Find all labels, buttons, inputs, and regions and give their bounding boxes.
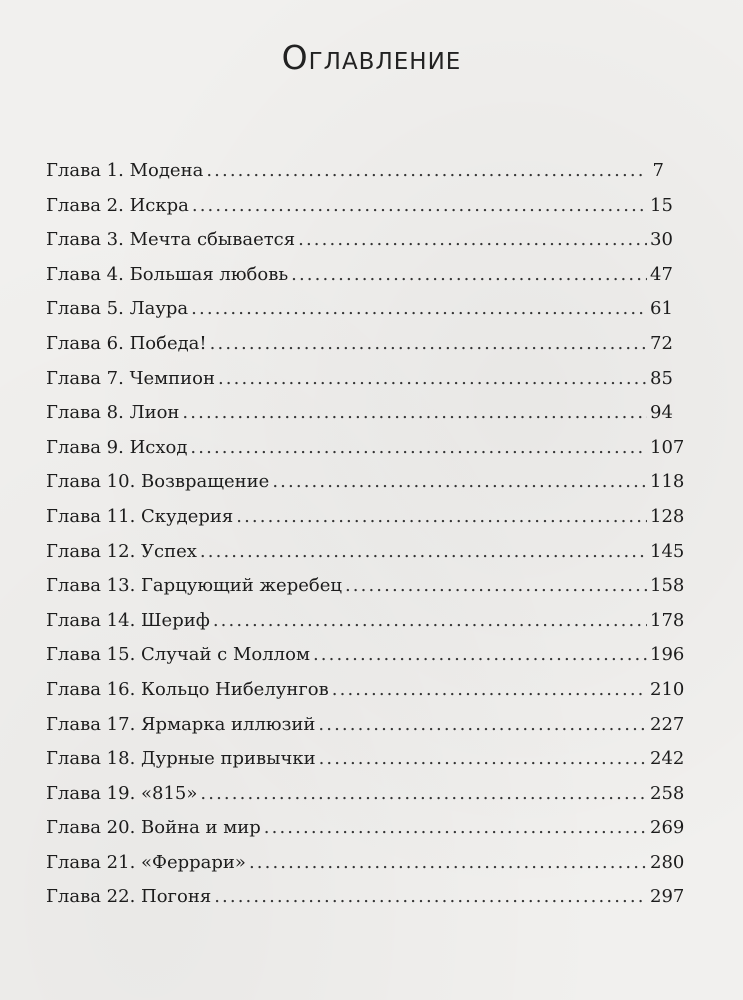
dot-leader: [298, 229, 647, 250]
chapter-title: Глава 5. Лаура: [46, 298, 189, 320]
toc-entry: [46, 575, 685, 610]
dot-leader: [190, 437, 647, 458]
page-number: 158: [650, 575, 685, 597]
chapter-title: Глава 11. Скудерия: [46, 505, 234, 527]
chapter-title: Глава 21. «Феррари»: [46, 851, 246, 873]
dot-leader: [319, 748, 647, 769]
dot-leader: [191, 298, 647, 319]
toc-entry: [46, 886, 685, 921]
chapter-title: Глава 3. Мечта сбывается: [46, 229, 296, 251]
dot-leader: [218, 368, 647, 389]
toc-entry: [46, 471, 685, 506]
chapter-title: Глава 14. Шериф: [46, 609, 210, 631]
chapter-title: Глава 12. Успех: [46, 540, 197, 562]
toc-entry: [46, 505, 685, 541]
dot-leader: [210, 333, 647, 354]
page-number: 178: [650, 609, 685, 631]
page-number: 94: [650, 402, 673, 424]
toc-entry: [46, 194, 673, 230]
chapter-title: Глава 10. Возвращение: [46, 471, 270, 493]
chapter-title: Глава 18. Дурные привычки: [46, 748, 316, 770]
toc-entry: [46, 298, 673, 333]
page-number: 47: [650, 263, 673, 285]
dot-leader: [313, 644, 647, 665]
page-number: 72: [650, 332, 673, 354]
chapter-title: Глава 22. Погоня: [46, 886, 212, 908]
dot-leader: [264, 817, 647, 838]
dot-leader: [200, 783, 647, 804]
page-number: 118: [650, 471, 685, 493]
toc-entry: [46, 263, 673, 299]
chapter-title: Глава 2. Искра: [46, 194, 189, 216]
page-title: Оглавление: [281, 38, 462, 77]
chapter-title: Глава 19. «815»: [46, 782, 198, 804]
chapter-title: Глава 15. Случай с Моллом: [46, 644, 310, 666]
toc-entry: [46, 644, 685, 679]
toc-entry: [46, 402, 673, 437]
toc-entry: [46, 817, 685, 852]
page-number: 15: [650, 194, 673, 216]
page-number: 30: [650, 229, 673, 251]
chapter-title: Глава 16. Кольцо Нибелунгов: [46, 678, 329, 700]
page-number: 107: [650, 436, 685, 458]
dot-leader: [182, 402, 647, 423]
chapter-title: Глава 17. Ярмарка иллюзий: [46, 713, 316, 735]
chapter-title: Глава 8. Лион: [46, 402, 180, 424]
page-number: 85: [650, 367, 673, 389]
dot-leader: [214, 886, 647, 907]
dot-leader: [318, 714, 647, 735]
dot-leader: [213, 610, 647, 631]
dot-leader: [206, 160, 647, 181]
table-of-contents: [46, 160, 685, 921]
page-number: 258: [650, 782, 685, 804]
dot-leader: [291, 264, 647, 285]
chapter-title: Глава 9. Исход: [46, 436, 188, 458]
page-number: 280: [650, 851, 685, 873]
toc-entry: [46, 851, 685, 887]
page-number: 210: [650, 678, 685, 700]
toc-entry: [46, 713, 685, 749]
toc-entry: [46, 540, 685, 576]
page-number: 196: [650, 644, 685, 666]
chapter-title: Глава 6. Победа!: [46, 332, 207, 354]
chapter-title: Глава 4. Большая любовь: [46, 263, 289, 285]
page-number: 227: [650, 713, 685, 735]
toc-entry: [46, 160, 664, 195]
toc-entry: [46, 436, 685, 472]
page-number: 128: [650, 505, 685, 527]
toc-entry: [46, 229, 673, 264]
page-number: 61: [650, 298, 673, 320]
dot-leader: [332, 679, 647, 700]
toc-entry: [46, 678, 685, 714]
chapter-title: Глава 20. Война и мир: [46, 817, 261, 839]
toc-entry: [46, 748, 685, 783]
page-number: 242: [650, 748, 685, 770]
dot-leader: [192, 195, 647, 216]
dot-leader: [272, 471, 647, 492]
page-number: 145: [650, 540, 685, 562]
toc-entry: [46, 609, 685, 645]
page-number: 269: [650, 817, 685, 839]
page-number: 297: [650, 886, 685, 908]
dot-leader: [236, 506, 647, 527]
chapter-title: Глава 1. Модена: [46, 160, 204, 181]
dot-leader: [200, 541, 647, 562]
chapter-title: Глава 7. Чемпион: [46, 367, 215, 389]
toc-entry: [46, 367, 673, 403]
dot-leader: [249, 852, 647, 873]
toc-entry: [46, 332, 673, 368]
page-number: 7: [652, 160, 664, 181]
dot-leader: [345, 575, 647, 596]
toc-entry: [46, 782, 685, 818]
chapter-title: Глава 13. Гарцующий жеребец: [46, 575, 342, 597]
